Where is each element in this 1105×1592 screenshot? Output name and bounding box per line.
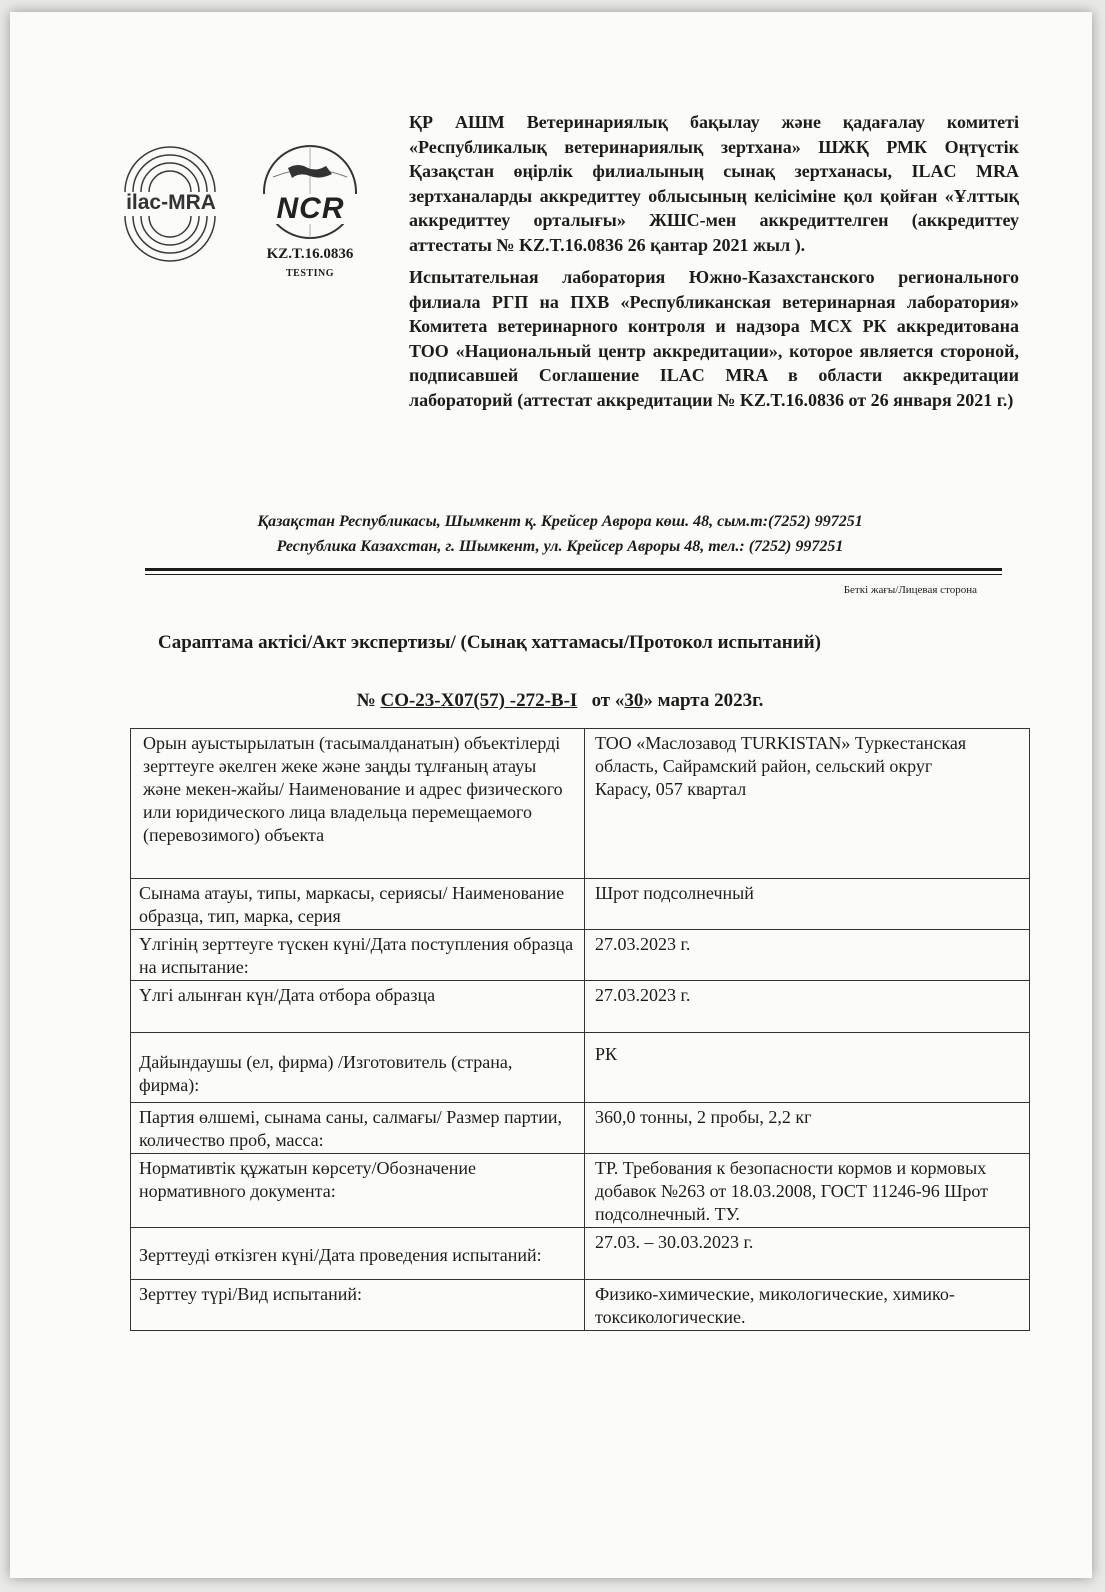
accreditation-statement-kz: ҚР АШМ Ветеринариялық бақылау және қадағалау комитеті «Республикалық ветеринариялық зертхана» ШЖҚ РМК Оңтүстік Қазақстан өңірлік филиалының сынақ зертханасы, ILAC MRA зертханаларды аккредиттеу облысының келісіміне қол қойған «Ұлттық аккредиттеу орталығы» ЖШС-мен аккредиттелген (аккредиттеу аттестаты № KZ.T.16.0836 26 қантар 2021 жыл ). (409, 112, 1019, 255)
table-row (131, 930, 1030, 981)
document-number (160, 690, 960, 712)
row-label: Нормативтік құжатын көрсету/Обозначение нормативного документа: (131, 1154, 585, 1228)
header-divider-thin (145, 574, 1002, 575)
table-row (131, 1033, 1030, 1103)
row-label: Дайындаушы (ел, фирма) /Изготовитель (страна, фирма): (131, 1033, 585, 1103)
row-label: Зерттеуді өткізген күні/Дата проведения испытаний: (131, 1228, 585, 1280)
accreditation-statement-ru: Испытательная лаборатория Южно-Казахстанского регионального филиала РГП на ПХВ «Республиканская ветеринарная лаборатория» Комитета ветеринарного контроля и надзора МСХ РК аккредитована ТОО «Национальный центр аккредитации», которое является стороной, подписавшей Соглашение ILAC MRA в области аккредитации лабораторий (аттестат аккредитации № KZ.T.16.0836 от 26 января 2021 г.) (409, 267, 1019, 410)
header-divider (145, 568, 1002, 571)
row-value: ТР. Требования к безопасности кормов и кормовых добавок №263 от 18.03.2008, ГОСТ 11246-96 Шрот подсолнечный. ТУ. (585, 1154, 1030, 1228)
row-label: Орын ауыстырылатын (тасымалданатын) объектілерді зерттеуге әкелген жеке және заңды тұлғаның атауы және мекен-жайы/ Наименование и адрес физического или юридического лица владельца перемещаемого (перевозимого) объекта (131, 729, 585, 879)
date-day: 30 (624, 690, 644, 711)
table-row (131, 729, 1030, 879)
date-rest: » марта 2023г. (643, 690, 764, 711)
document-page (10, 12, 1092, 1578)
table-row (131, 981, 1030, 1033)
row-value: Шрот подсолнечный (585, 879, 1030, 930)
ncr-logo-text: NCR (243, 194, 378, 224)
row-value: 27.03.2023 г. (585, 930, 1030, 981)
address-kz: Қазақстан Республикасы, Шымкент қ. Крейсер Аврора көш. 48, сым.т:(7252) 997251 (257, 513, 863, 530)
table-row (131, 1154, 1030, 1228)
address-ru: Республика Казахстан, г. Шымкент, ул. Крейсер Авроры 48, тел.: (7252) 997251 (276, 538, 844, 555)
table-row (131, 879, 1030, 930)
row-value: РК (585, 1033, 1030, 1103)
testing-label: TESTING (286, 268, 334, 279)
row-label: Зерттеу түрі/Вид испытаний: (131, 1280, 585, 1331)
table-row (131, 1228, 1030, 1280)
row-value: 27.03.2023 г. (585, 981, 1030, 1033)
row-label: Үлгі алынған күн/Дата отбора образца (131, 981, 585, 1033)
ilac-mra-text: ilac-MRA (126, 191, 216, 214)
number-prefix: № (356, 690, 381, 711)
row-value: Физико-химические, микологические, химико-токсикологические. (585, 1280, 1030, 1331)
document-title: Сараптама актісі/Акт экспертизы/ (Сынақ хаттамасы/Протокол испытаний) (158, 632, 821, 653)
date-from: от « (591, 690, 625, 711)
row-value: ТОО «Маслозавод TURKISTAN» Туркестанская область, Сайрамский район, сельский округ Карасу, 057 квартал (585, 729, 1030, 879)
accreditation-certificate-number: KZ.T.16.0836 (266, 246, 354, 262)
protocol-code: CO-23-X07(57) -272-В-I (380, 690, 578, 711)
table-row (131, 1280, 1030, 1331)
logos (105, 142, 385, 292)
row-label: Үлгінің зерттеуге түскен күні/Дата поступления образца на испытание: (131, 930, 585, 981)
row-value: 27.03. – 30.03.2023 г. (585, 1228, 1030, 1280)
page-side-label: Беткі жағы/Лицевая сторона (843, 584, 977, 596)
table-row (131, 1103, 1030, 1154)
row-value: 360,0 тонны, 2 пробы, 2,2 кг (585, 1103, 1030, 1154)
sample-info-table (130, 728, 1030, 1331)
accreditation-statement (409, 110, 1019, 412)
row-label: Сынама атауы, типы, маркасы, сериясы/ Наименование образца, тип, марка, серия (131, 879, 585, 930)
row-label: Партия өлшемі, сынама саны, салмағы/ Размер партии, количество проб, масса: (131, 1103, 585, 1154)
laboratory-address (130, 509, 990, 559)
